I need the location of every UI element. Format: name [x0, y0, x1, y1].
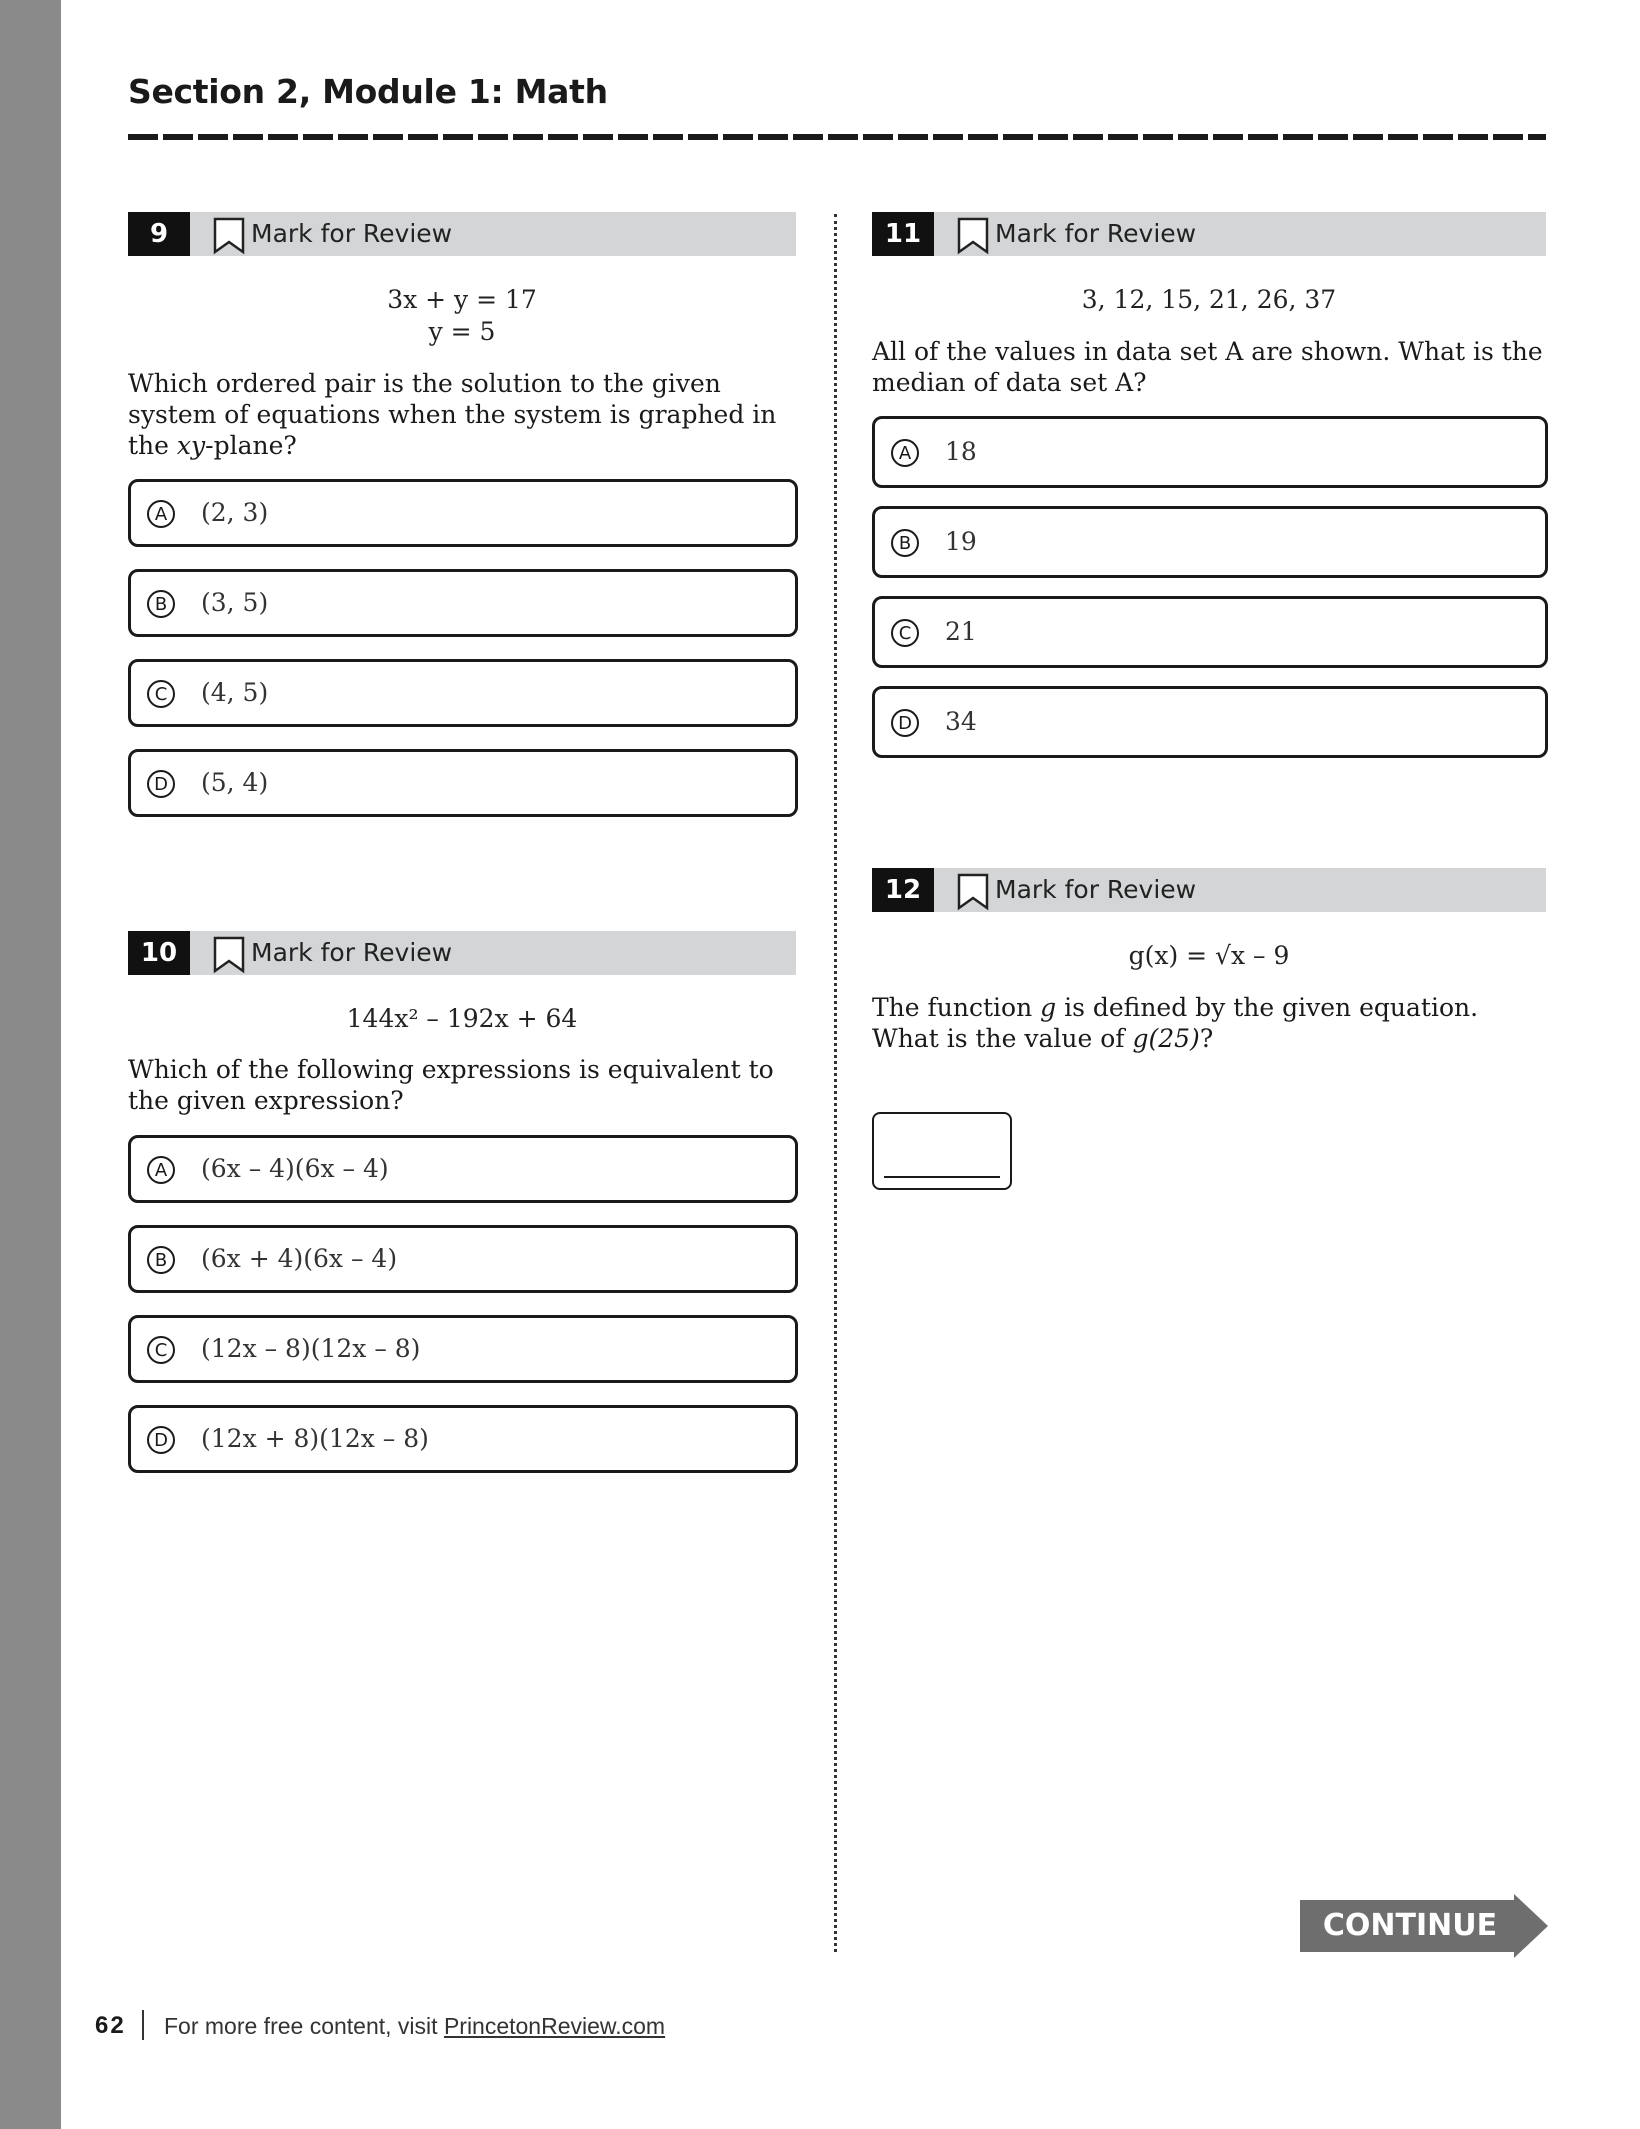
answer-option-c[interactable]: [872, 596, 1548, 668]
answer-option-b[interactable]: [128, 569, 798, 637]
question-10-expression: 144x² – 192x + 64: [346, 1004, 578, 1033]
option-letter-d: D: [891, 709, 919, 737]
answer-entry-line: [884, 1176, 1000, 1178]
answer-option-d[interactable]: [872, 686, 1548, 758]
answer-option-a[interactable]: [128, 479, 798, 547]
option-letter-b: B: [147, 590, 175, 618]
option-text: 34: [945, 707, 977, 736]
continue-label: CONTINUE: [1322, 1908, 1498, 1943]
option-letter-a: A: [891, 439, 919, 467]
mark-for-review-label[interactable]: Mark for Review: [995, 875, 1197, 904]
question-11-header: [872, 212, 1546, 256]
mark-for-review-label[interactable]: Mark for Review: [995, 219, 1197, 248]
option-letter-b: B: [891, 529, 919, 557]
question-12-header: [872, 868, 1546, 912]
option-text: (12x – 8)(12x – 8): [201, 1334, 421, 1363]
question-9-equation-1: 3x + y = 17: [387, 285, 537, 314]
page-edge-bar: [0, 0, 61, 2129]
option-text: (6x + 4)(6x – 4): [201, 1244, 398, 1273]
option-letter-a: A: [147, 500, 175, 528]
page-number: 62: [95, 2012, 126, 2039]
option-letter-a: A: [147, 1156, 175, 1184]
bookmark-icon[interactable]: [212, 936, 246, 974]
question-number: 9: [128, 212, 190, 256]
continue-button[interactable]: [1300, 1894, 1548, 1958]
option-letter-b: B: [147, 1246, 175, 1274]
mark-for-review-label[interactable]: Mark for Review: [251, 938, 453, 967]
option-text: (4, 5): [201, 678, 269, 707]
column-divider: [834, 214, 837, 1952]
option-text: 21: [945, 617, 977, 646]
option-letter-d: D: [147, 770, 175, 798]
question-9-equation-2: y = 5: [428, 317, 496, 346]
answer-option-b[interactable]: [128, 1225, 798, 1293]
option-text: 18: [945, 437, 977, 466]
answer-option-a[interactable]: [872, 416, 1548, 488]
footer-separator: [142, 2010, 144, 2040]
question-9-header: [128, 212, 796, 256]
question-number: 12: [872, 868, 934, 912]
option-letter-c: C: [147, 680, 175, 708]
answer-option-d[interactable]: [128, 1405, 798, 1473]
question-9-prompt: Which ordered pair is the solution to the given system of equations when the system is graphed in the xy-plane?: [128, 369, 777, 460]
bookmark-icon[interactable]: [956, 217, 990, 255]
answer-entry-box[interactable]: [872, 1112, 1012, 1190]
mark-for-review-label[interactable]: Mark for Review: [251, 219, 453, 248]
option-letter-c: C: [891, 619, 919, 647]
answer-option-a[interactable]: [128, 1135, 798, 1203]
title-dashed-rule: [128, 134, 1546, 140]
option-text: (6x – 4)(6x – 4): [201, 1154, 389, 1183]
option-text: (3, 5): [201, 588, 269, 617]
answer-option-c[interactable]: [128, 1315, 798, 1383]
section-title: Section 2, Module 1: Math: [128, 72, 608, 111]
question-number: 10: [128, 931, 190, 975]
answer-option-b[interactable]: [872, 506, 1548, 578]
answer-option-d[interactable]: [128, 749, 798, 817]
option-text: (2, 3): [201, 498, 269, 527]
question-12-function: g(x) = √x – 9: [1128, 941, 1290, 970]
question-10-header: [128, 931, 796, 975]
bookmark-icon[interactable]: [212, 217, 246, 255]
bookmark-icon[interactable]: [956, 873, 990, 911]
question-10-prompt: Which of the following expressions is equivalent to the given expression?: [128, 1055, 774, 1115]
option-text: (5, 4): [201, 768, 269, 797]
question-12-prompt: The function g is defined by the given equation. What is the value of g(25)?: [872, 993, 1479, 1053]
footer-text: For more free content, visit PrincetonReview.com: [164, 2013, 666, 2039]
princeton-review-link[interactable]: PrincetonReview.com: [443, 2013, 666, 2039]
question-11-data-set: 3, 12, 15, 21, 26, 37: [1081, 285, 1337, 314]
answer-option-c[interactable]: [128, 659, 798, 727]
option-text: (12x + 8)(12x – 8): [201, 1424, 429, 1453]
option-letter-d: D: [147, 1426, 175, 1454]
option-text: 19: [945, 527, 977, 556]
option-letter-c: C: [147, 1336, 175, 1364]
question-11-prompt: All of the values in data set A are shown. What is the median of data set A?: [872, 337, 1543, 397]
question-number: 11: [872, 212, 934, 256]
